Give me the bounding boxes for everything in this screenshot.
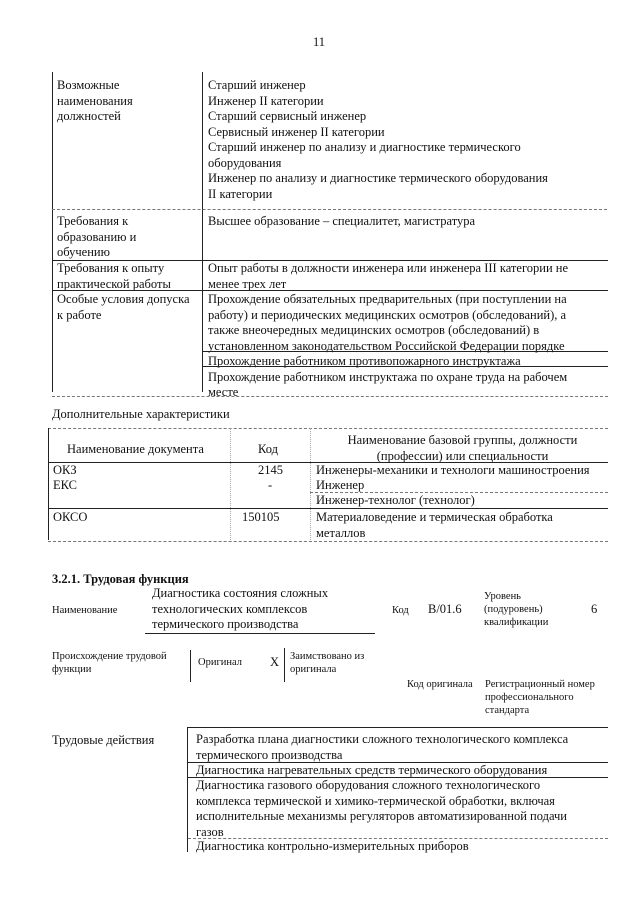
function-code-value: B/01.6 (428, 602, 462, 616)
origin-code-label: Код оригинала (407, 679, 473, 690)
row-value-experience: Опыт работы в должности инженера или инженера III категории не менее трех лет (208, 261, 569, 291)
name-okz: Инженеры-механики и технологи машиностроения (316, 463, 590, 477)
qualification-level-label: Уровень (подуровень) квалификации (484, 591, 549, 628)
registration-number-label: Регистрационный номер профессионального стандарта (485, 679, 595, 716)
origin-box-left-border (190, 650, 191, 682)
doc-okz: ОКЗ (53, 463, 77, 477)
table-column-divider (187, 727, 188, 852)
original-label: Оригинал (198, 657, 242, 668)
qualification-level-value: 6 (591, 602, 598, 616)
row-label-education: Требования к образованию и обучению (57, 214, 137, 259)
function-name-label: Наименование (52, 605, 118, 616)
table-column-divider (202, 72, 203, 392)
code-okz: 2145 (258, 463, 283, 477)
table-left-border (52, 72, 53, 392)
additional-characteristics-heading: Дополнительные характеристики (52, 407, 230, 421)
column-divider (310, 428, 311, 540)
table-top-border (48, 428, 608, 429)
cell-divider (203, 351, 608, 352)
doc-okso: ОКСО (53, 510, 88, 524)
action-item-3: Диагностика газового оборудования сложного технологического комплекса термической и химико-термической обработки, включая исполнительные механизмы регуляторов автоматизированной подачи газов (196, 778, 567, 839)
doc-eks: ЕКС (53, 478, 77, 492)
header-group-name: Наименование базовой группы, должности (профессии) или специальности (347, 433, 578, 463)
origin-label: Происхождение трудовой функции (52, 651, 167, 675)
action-item-2: Диагностика нагревательных средств термического оборудования (196, 763, 548, 777)
row-divider (52, 209, 607, 210)
action-item-1: Разработка плана диагностики сложного технологического комплекса термического производства (196, 732, 569, 762)
row-value-admission: Прохождение обязательных предварительных (при поступлении на работу) и периодических медицинских осмотров (обследований), а также внеочередных медицинских осмотров (обследований) в установленном законодательством Российской Федерации порядке Прохождение работником противопожарного инструктажа Прохождение работником инструктажа по охране труда на рабочем месте (208, 292, 568, 399)
name-eks-technologist: Инженер-технолог (технолог) (316, 493, 475, 507)
original-checkmark: X (270, 655, 280, 669)
row-value-education: Высшее образование – специалитет, магистратура (208, 214, 476, 228)
page-number: 11 (313, 35, 326, 49)
function-name-value: Диагностика состояния сложных технологических комплексов термического производства (152, 586, 329, 631)
header-code: Код (258, 442, 278, 456)
row-label-possible-titles: Возможные наименования должностей (57, 78, 133, 123)
row-divider (52, 290, 608, 291)
header-document: Наименование документа (67, 442, 204, 456)
row-label-experience: Требования к опыту практической работы (57, 261, 171, 291)
name-okso: Материаловедение и термическая обработка металлов (316, 510, 553, 540)
function-code-label: Код (392, 605, 409, 616)
row-label-admission: Особые условия допуска к работе (57, 292, 190, 322)
labour-function-heading: 3.2.1. Трудовая функция (52, 572, 189, 586)
table-bottom-border (48, 541, 608, 542)
name-eks-engineer: Инженер (316, 478, 365, 492)
action-item-4: Диагностика контрольно-измерительных приборов (196, 839, 469, 853)
row-value-possible-titles: Старший инженер Инженер II категории Старший сервисный инженер Сервисный инженер II категории Старший инженер по анализу и диагностике термического оборудования Инженер по анализу и диагностике термического оборудования II категории (208, 78, 548, 201)
origin-box-divider (284, 648, 285, 682)
table-bottom-border (52, 396, 608, 397)
table-top-border (187, 727, 608, 728)
labour-actions-label: Трудовые действия (52, 733, 155, 747)
code-okso: 150105 (242, 510, 280, 524)
table-left-border (48, 428, 49, 540)
column-divider (230, 428, 231, 540)
function-name-underline (145, 633, 375, 634)
borrowed-label: Заимствовано из оригинала (290, 651, 365, 675)
code-eks: - (268, 478, 273, 492)
row-divider (48, 508, 608, 509)
cell-divider (203, 366, 608, 367)
